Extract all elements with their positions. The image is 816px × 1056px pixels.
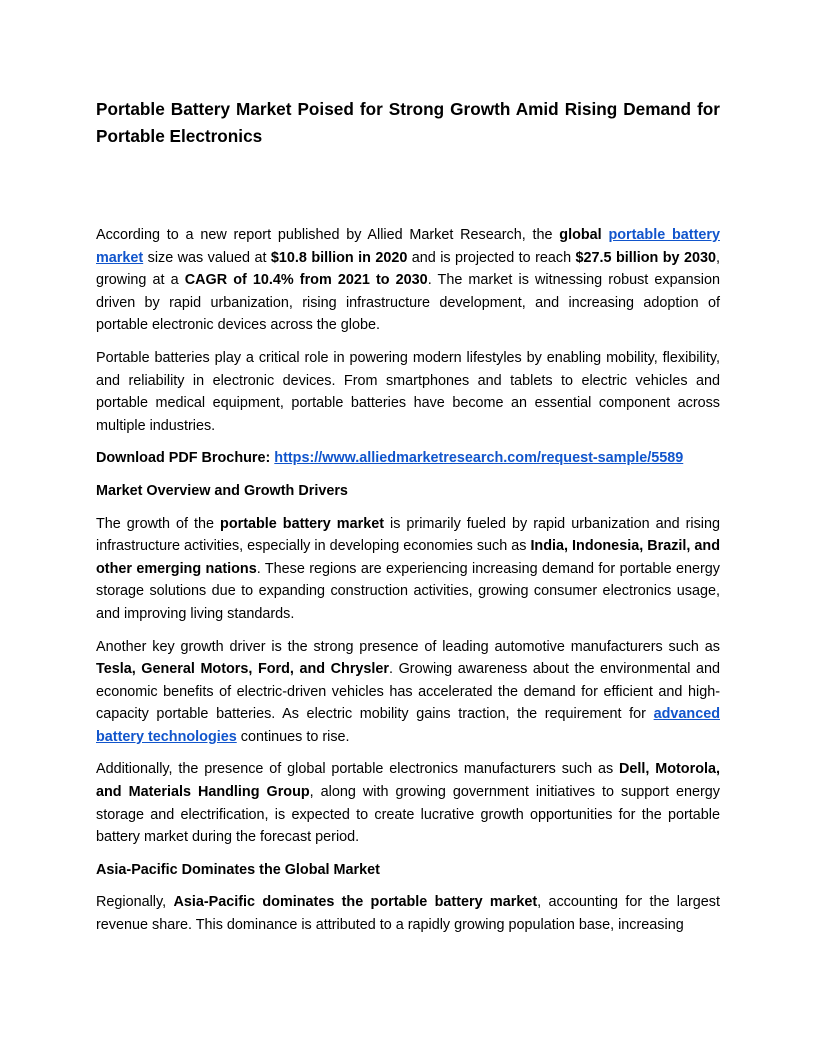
text-run: , accounting for the largest revenue share. This dominance is attributed to a rapidly growing population base, increasing	[96, 894, 721, 934]
cagr-value: CAGR of 10.4% from 2021 to 2030	[184, 272, 428, 289]
automotive-paragraph	[96, 636, 720, 749]
electronics-paragraph	[96, 758, 720, 848]
regional-paragraph	[96, 891, 720, 936]
text-run: According to a new report published by Allied Market Research, the	[96, 227, 560, 243]
text-run: Additionally, the presence of global portable electronics manufacturers such as	[96, 761, 619, 778]
text-run: and is projected to reach	[407, 249, 576, 266]
text-run: Regionally,	[96, 894, 174, 911]
bold-run: India, Indonesia, Brazil, and other emerging nations	[96, 538, 720, 577]
text-run: . These regions are experiencing increasing demand for portable energy storage solutions due to expanding construction activities, growing consumer electronics usage, and improving living standards.	[96, 560, 720, 622]
article-body	[96, 224, 720, 947]
text-run: , growing at a	[96, 249, 720, 289]
bold-run: global	[559, 227, 602, 243]
text-run: , along with growing government initiatives to support energy storage and electrification, is expected to create lucrative growth opportunities for the portable battery market during the forecast period.	[96, 784, 720, 846]
bold-run: portable battery market	[220, 515, 384, 532]
article-title: Portable Battery Market Poised for Strong Growth Amid Rising Demand for Portable Electronics	[96, 99, 720, 146]
brochure-link[interactable]: https://www.alliedmarketresearch.com/request-sample/5589	[274, 450, 684, 467]
bold-run: Tesla, General Motors, Ford, and Chrysler	[96, 661, 390, 678]
section-heading-asia-pacific: Asia-Pacific Dominates the Global Market	[96, 861, 380, 878]
download-brochure-line	[96, 447, 720, 470]
portable-battery-market-link[interactable]: portable battery market	[96, 227, 720, 266]
text-run: size was valued at	[143, 249, 271, 266]
text-run: Another key growth driver is the strong presence of leading automotive manufacturers such as	[96, 638, 720, 655]
section-heading-overview: Market Overview and Growth Drivers	[96, 482, 348, 499]
role-paragraph: Portable batteries play a critical role in powering modern lifestyles by enabling mobility, flexibility, and reliability in electronic devices. From smartphones and tablets to electric vehicles and portable medical equipment, portable batteries have become an essential component across multiple industries.	[96, 349, 720, 434]
market-size-2020: $10.8 billion in 2020	[270, 249, 408, 266]
text-run: continues to rise.	[236, 728, 350, 745]
advanced-battery-link[interactable]: advanced battery technologies	[96, 706, 720, 745]
intro-paragraph	[96, 224, 720, 337]
text-run: The growth of the	[96, 515, 221, 532]
growth-paragraph	[96, 513, 720, 626]
download-label: Download PDF Brochure:	[96, 450, 271, 467]
text-run: . The market is witnessing robust expansion driven by rapid urbanization, rising infrastructure development, and increasing adoption of portable electronic devices across the globe.	[96, 272, 720, 334]
market-size-2030: $27.5 billion by 2030	[575, 249, 716, 266]
bold-run: Dell, Motorola, and Materials Handling Group	[96, 761, 720, 801]
text-run: is primarily fueled by rapid urbanization and rising infrastructure activities, especially in developing economies such as	[96, 515, 721, 555]
text-run: . Growing awareness about the environmental and economic benefits of electric-driven vehicles has accelerated the demand for efficient and high-capacity portable batteries. As electric mobility gains traction, the requirement for	[96, 661, 720, 723]
bold-run: Asia-Pacific dominates the portable battery market	[173, 894, 538, 911]
